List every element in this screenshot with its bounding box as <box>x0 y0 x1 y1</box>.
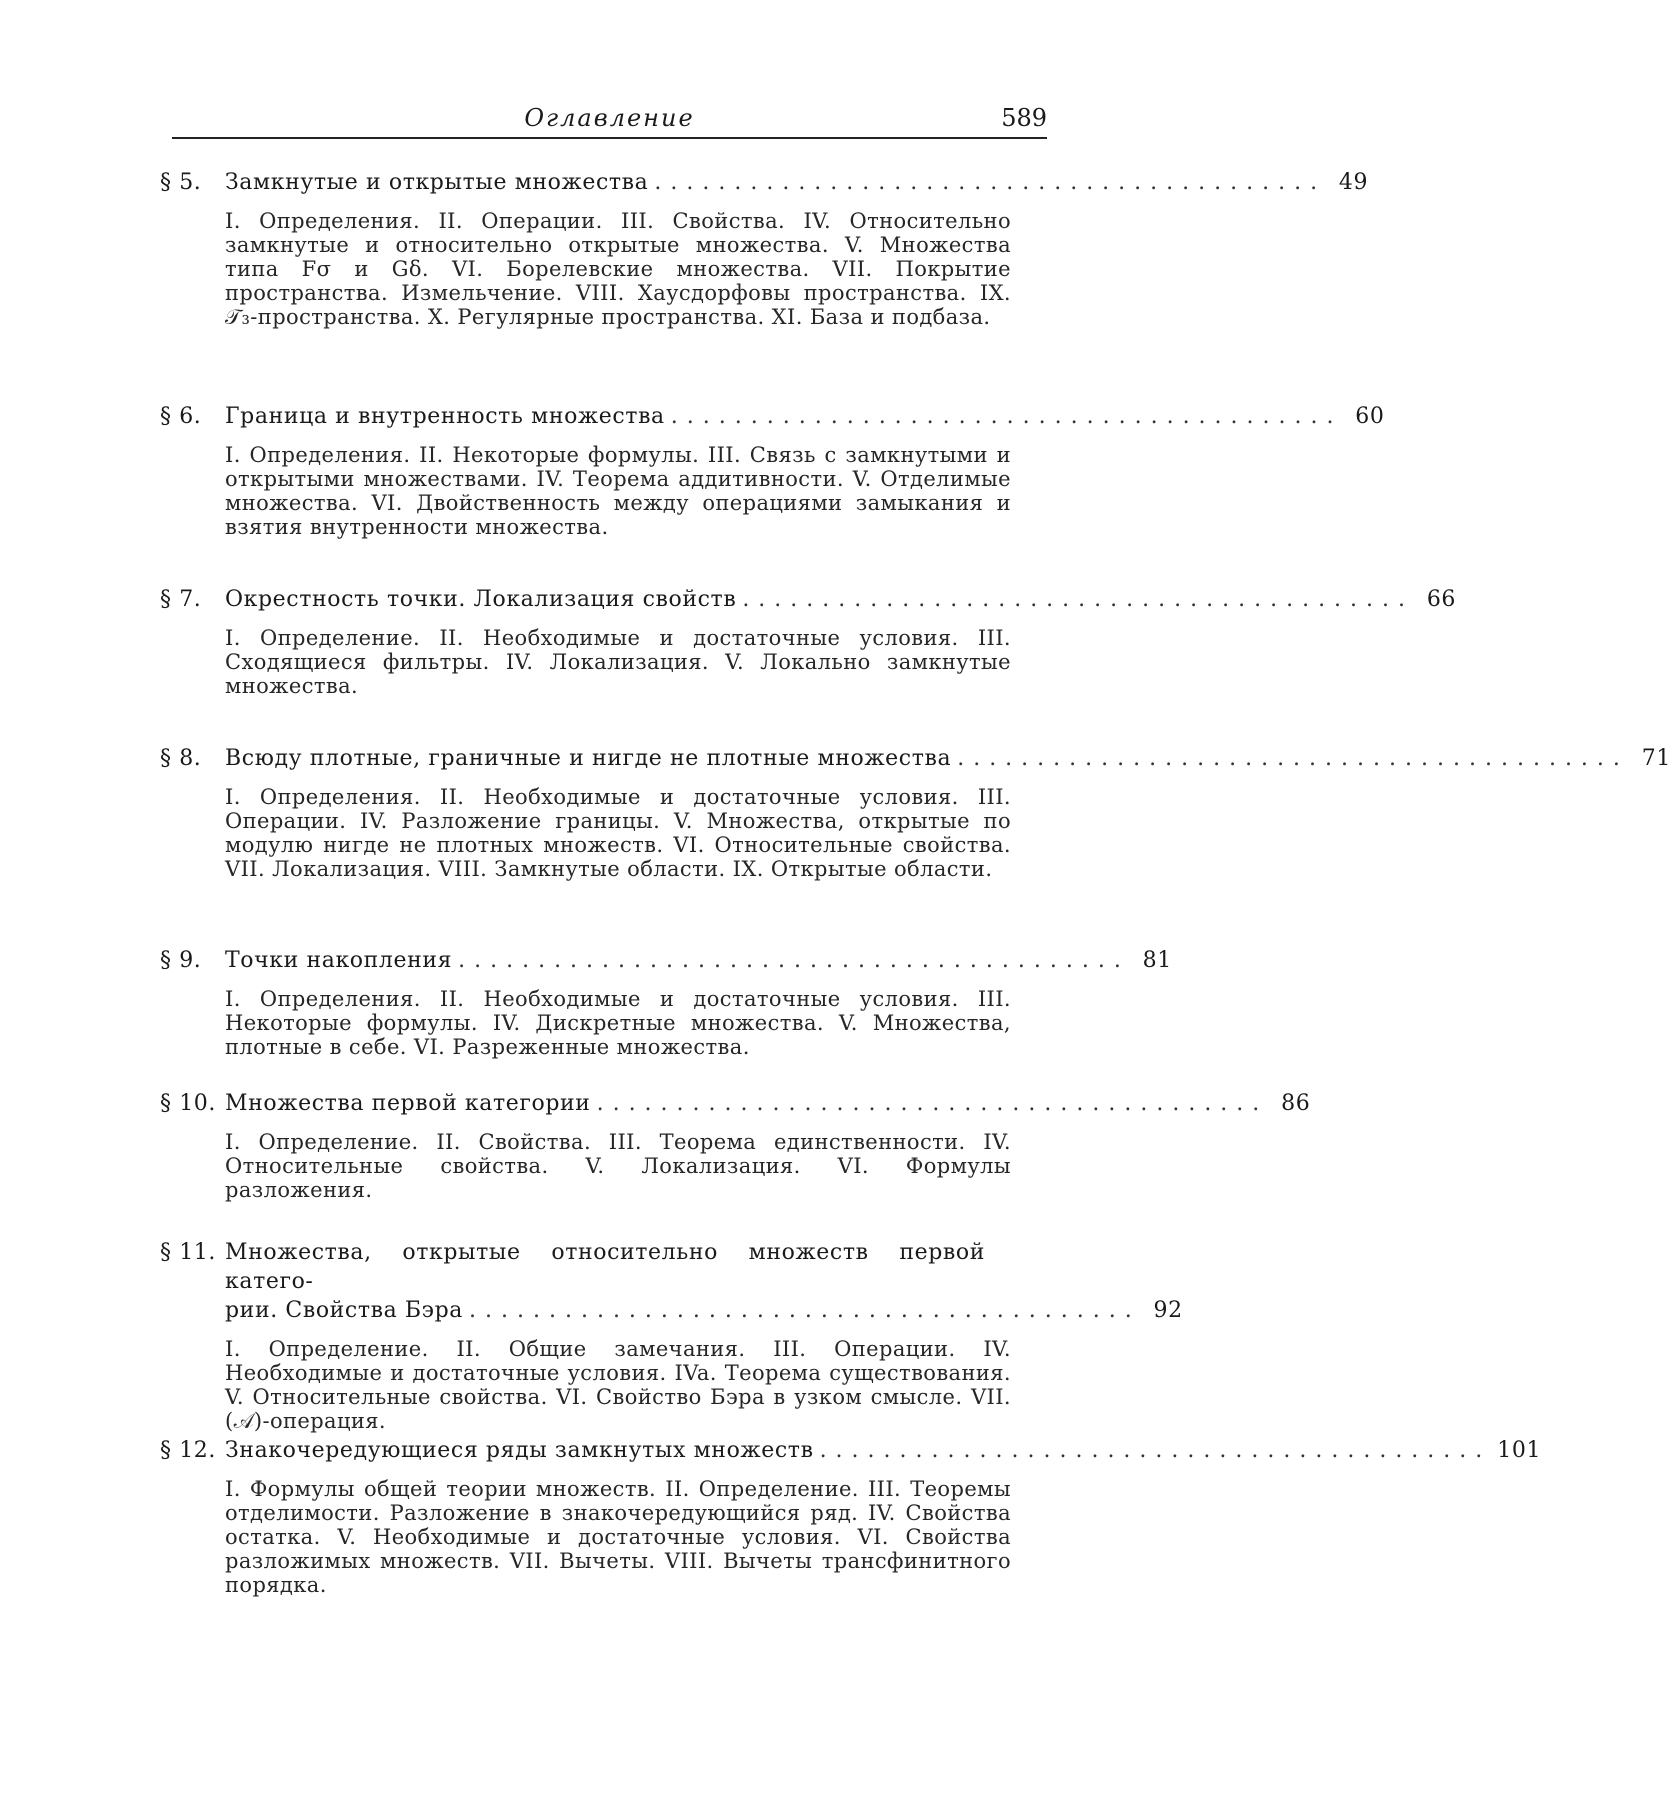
section-title: Замкнутые и открытые множества <box>225 168 648 197</box>
page-number: 589 <box>1001 104 1047 132</box>
toc-entry-11 <box>160 1238 1050 1433</box>
entry-heading <box>160 744 1050 773</box>
toc-entry-7 <box>160 585 1050 698</box>
section-title-line-1: Множества, открытые относительно множеств первой катего- <box>225 1238 985 1296</box>
entry-heading-continued <box>160 1296 1050 1325</box>
dot-leader: .......................................... <box>671 402 1343 431</box>
toc-page <box>0 0 1200 1818</box>
entry-heading <box>160 1436 1050 1465</box>
section-contents: I. Определения. II. Операции. III. Свойства. IV. Относительно замкнутые и относительно открытые множества. V. Множества типа Fσ и Gδ. VI. Борелевские множества. VII. Покрытие пространства. Измельчение. VIII. Хаусдорфовы пространства. IX. 𝒯₃-пространства. X. Регулярные пространства. XI. База и подбаза. <box>225 209 1011 329</box>
running-title: Оглавление <box>172 104 1047 132</box>
section-page: 71 <box>1635 744 1671 773</box>
dot-leader: .......................................... <box>654 168 1326 197</box>
section-contents: I. Определения. II. Необходимые и достаточные условия. III. Некоторые формулы. IV. Дискретные множества. V. Множества, плотные в себе. VI. Разреженные множества. <box>225 987 1011 1059</box>
section-title-line-2: рии. Свойства Бэра <box>225 1296 463 1325</box>
entry-heading <box>160 168 1050 197</box>
entry-heading <box>160 402 1050 431</box>
section-number: § 8. <box>160 744 225 773</box>
page-header <box>172 104 1047 134</box>
section-title: Множества первой категории <box>225 1089 591 1118</box>
section-number: § 5. <box>160 168 225 197</box>
section-number: § 12. <box>160 1436 225 1465</box>
section-number: § 9. <box>160 946 225 975</box>
entry-heading <box>160 1089 1050 1118</box>
toc-entry-8 <box>160 744 1050 881</box>
entry-heading <box>160 946 1050 975</box>
section-page: 66 <box>1420 585 1456 614</box>
section-number: § 7. <box>160 585 225 614</box>
section-contents: I. Определения. II. Необходимые и достаточные условия. III. Операции. IV. Разложение границы. V. Множества, открытые по модулю нигде не плотных множеств. VI. Относительные свойства. VII. Локализация. VIII. Замкнутые области. IX. Открытые области. <box>225 785 1011 881</box>
section-title: Граница и внутренность множества <box>225 402 665 431</box>
toc-entry-6 <box>160 402 1050 539</box>
dot-leader: .......................................... <box>820 1436 1492 1465</box>
section-title: Всюду плотные, граничные и нигде не плотные множества <box>225 744 951 773</box>
dot-leader: .......................................... <box>458 946 1130 975</box>
section-page: 60 <box>1349 402 1385 431</box>
dot-leader: .......................................... <box>597 1089 1269 1118</box>
section-title: Знакочередующиеся ряды замкнутых множеств <box>225 1436 814 1465</box>
section-number: § 11. <box>160 1238 225 1267</box>
section-page: 92 <box>1147 1296 1183 1325</box>
section-title: Точки накопления <box>225 946 452 975</box>
section-title: Окрестность точки. Локализация свойств <box>225 585 736 614</box>
entry-heading <box>160 1238 1050 1296</box>
toc-entry-12 <box>160 1436 1050 1597</box>
section-contents: I. Определение. II. Свойства. III. Теорема единственности. IV. Относительные свойства. V. Локализация. VI. Формулы разложения. <box>225 1130 1011 1202</box>
toc-entry-5 <box>160 168 1050 329</box>
toc-entry-9 <box>160 946 1050 1059</box>
section-page: 49 <box>1332 168 1368 197</box>
dot-leader: .......................................... <box>469 1296 1141 1325</box>
section-page: 101 <box>1497 1436 1541 1465</box>
dot-leader: .......................................... <box>957 744 1629 773</box>
dot-leader: .......................................... <box>742 585 1414 614</box>
header-rule <box>172 137 1047 139</box>
entry-heading <box>160 585 1050 614</box>
section-number: § 10. <box>160 1089 225 1118</box>
section-number: § 6. <box>160 402 225 431</box>
section-page: 86 <box>1274 1089 1310 1118</box>
section-contents: I. Формулы общей теории множеств. II. Определение. III. Теоремы отделимости. Разложение в знакочередующийся ряд. IV. Свойства остатка. V. Необходимые и достаточные условия. VI. Свойства разложимых множеств. VII. Вычеты. VIII. Вычеты трансфинитного порядка. <box>225 1477 1011 1597</box>
section-contents: I. Определение. II. Общие замечания. III. Операции. IV. Необходимые и достаточные условия. IVa. Теорема существования. V. Относительные свойства. VI. Свойство Бэра в узком смысле. VII. (𝒜)-операция. <box>225 1337 1011 1433</box>
section-contents: I. Определения. II. Некоторые формулы. III. Связь с замкнутыми и открытыми множествами. IV. Теорема аддитивности. V. Отделимые множества. VI. Двойственность между операциями замыкания и взятия внутренности множества. <box>225 443 1011 539</box>
section-contents: I. Определение. II. Необходимые и достаточные условия. III. Сходящиеся фильтры. IV. Локализация. V. Локально замкнутые множества. <box>225 626 1011 698</box>
section-page: 81 <box>1136 946 1172 975</box>
toc-entry-10 <box>160 1089 1050 1202</box>
